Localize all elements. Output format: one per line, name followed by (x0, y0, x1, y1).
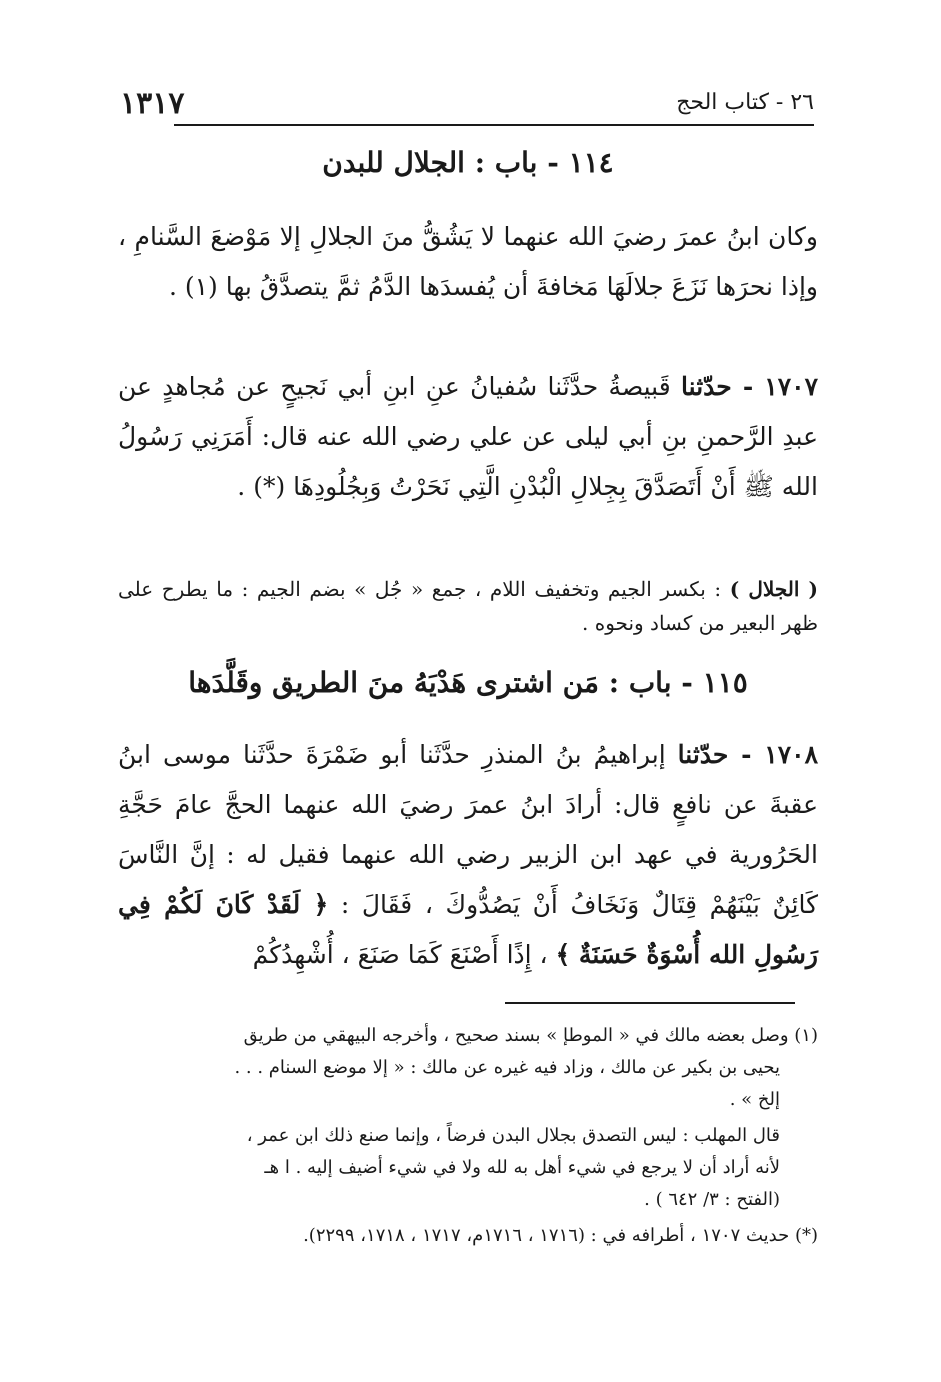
header-rule (174, 124, 814, 126)
chapter-114-heading: ١١٤ - باب : الجلال للبدن (322, 146, 614, 179)
hadith-1707-number: ١٧٠٧ - حدّثنا (681, 372, 819, 401)
footnote-1-line-2: يحيى بن بكير عن مالك ، وزاد فيه غيره عن مالك : « إلا موضع السنام . . . (234, 1057, 780, 1078)
footnote-rule (505, 1002, 795, 1004)
hadith-1708-text-after: ، إِذًا أَصْنَعَ كَمَا صَنَعَ ، أُشْهِدُكُمْ (252, 940, 548, 969)
quran-verse: ﴿ لَقَدْ كَانَ لَكُمْ فِي رَسُولِ الله أُسْوَةٌ حَسَنَةٌ ﴾ (118, 890, 818, 969)
footnote-1-line-1: (١) وصل بعضه مالك في « الموطإ » بسند صحيح ، وأخرجه البيهقي من طريق (243, 1025, 818, 1046)
chapter-114-text: وكان ابنُ عمرَ رضيَ الله عنهما لا يَشُقُّ منَ الجلالِ إلا مَوْضعَ السَّنامِ ، وإذا نحرَها نَزَعَ جلالَهَا مَخافةَ أن يُفسدَها الدَّمُ ثمَّ يتصدَّقُ بها (١) . (118, 222, 818, 301)
hadith-1708-number: ١٧٠٨ - حدّثنا (677, 740, 818, 769)
hadith-1707-text: قَبيصةُ حدَّثَنا سُفيانُ عنِ ابنِ أبي نَجيحٍ عن مُجاهدٍ عن عبدِ الرَّحمنِ بنِ أبي ليلى عن علي رضي الله عنه قال: أَمَرَنِي رَسُولُ الله ﷺ أَنْ أَتَصَدَّقَ بِجِلالِ الْبُدْنِ الَّتِي نَحَرْتُ وَبِجُلُودِهَا (*) . (118, 372, 818, 501)
page-number: ١٣١٧ (120, 86, 185, 121)
hadith-1707 (118, 362, 818, 512)
page-header (120, 84, 814, 124)
hadith-1708 (118, 730, 818, 980)
hadith-1708-text-before: إبراهيمُ بنُ المنذرِ حدَّثَنا أبو ضَمْرَةَ حدَّثَنا موسى ابنُ عقبةَ عن نافعٍ قال: أرادَ ابنُ عمرَ رضيَ الله عنهما الحجَّ عامَ حَجَّةِ الحَرُورية في عهد ابن الزبير رضي الله عنهما فقيل له : إنَّ النَّاسَ كَائِنٌ بَيْنَهُمْ قِتَالٌ وَنَخَافُ أَنْ يَصُدُّوكَ ، فَقَالَ : (118, 740, 818, 919)
gloss-term: ( الجلال ) (729, 577, 818, 601)
chapter-115-heading: ١١٥ - باب : مَن اشترى هَدْيَهُ منَ الطريق وقَلَّدَها (188, 666, 748, 699)
footnotes (115, 1020, 818, 1252)
footnote-2-line-2: لأنه أراد أن لا يرجع في شيء أهل به لله ولا في شيء أضيف إليه . ا هـ (264, 1157, 780, 1178)
footnote-2-line-1: قال المهلب : ليس التصدق بجلال البدن فرضاً ، وإنما صنع ذلك ابن عمر ، (246, 1125, 780, 1146)
footnote-3-line-1: (*) حديث ١٧٠٧ ، أطرافه في : (١٧١٦ ، ١٧١٦م، ١٧١٧ ، ١٧١٨، ٢٢٩٩). (303, 1225, 818, 1246)
footnote-2-line-3: (الفتح : ٣/ ٦٤٢ ) . (644, 1189, 780, 1210)
footnote-1-line-3: إلخ » . (729, 1089, 780, 1110)
running-title: ٢٦ - كتاب الحج (676, 90, 814, 115)
gloss-text: : بكسر الجيم وتخفيف اللام ، جمع « جُل » بضم الجيم : ما يطرح على ظهر البعير من كساد ونحوه . (118, 577, 818, 635)
gloss-jilal (118, 572, 818, 640)
